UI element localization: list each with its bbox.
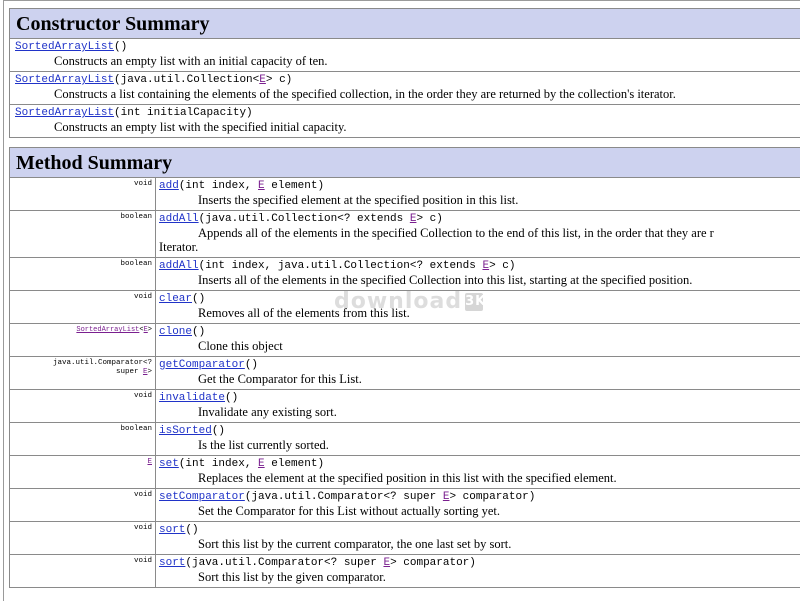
method-link[interactable]: getComparator: [159, 359, 245, 371]
constructor-summary-header: [10, 9, 800, 39]
return-type-text: java.util.Comparator<?: [12, 359, 152, 368]
method-link[interactable]: sort: [159, 557, 185, 569]
constructor-description: Constructs a list containing the elements of the specified collection, in the order they are returned by the collection's iterator.: [15, 87, 800, 101]
return-type: void: [10, 390, 156, 423]
method-params: (): [192, 326, 205, 338]
method-row: [10, 390, 800, 423]
constructor-row: [10, 39, 800, 72]
generic-type-link[interactable]: E: [144, 326, 148, 334]
return-type: void: [10, 522, 156, 555]
generic-type-link[interactable]: E: [258, 458, 265, 470]
method-row: [10, 324, 800, 357]
method-description: Replaces the element at the specified position in this list with the specified element.: [159, 471, 800, 485]
method-description: Appends all of the elements in the specified Collection to the end of this list, in the order that they are r: [159, 226, 800, 240]
method-row: [10, 178, 800, 211]
download-watermark: [334, 289, 483, 314]
return-type: void: [10, 178, 156, 211]
generic-type-link[interactable]: E: [383, 557, 390, 569]
method-link[interactable]: sort: [159, 524, 185, 536]
method-params: (int index,: [179, 458, 258, 470]
generic-type-link[interactable]: E: [143, 368, 148, 376]
return-type-text: >: [148, 326, 152, 334]
method-params: (java.util.Comparator<? super: [245, 491, 443, 503]
method-params: (java.util.Collection<? extends: [199, 213, 410, 225]
method-link[interactable]: set: [159, 458, 179, 470]
method-row: [10, 258, 800, 291]
method-row: [10, 555, 800, 588]
return-type: void: [10, 489, 156, 522]
method-description: Set the Comparator for this List without actually sorting yet.: [159, 504, 800, 518]
method-row: [10, 456, 800, 489]
method-description: Sort this list by the given comparator.: [159, 570, 800, 584]
method-description: Inserts the specified element at the specified position in this list.: [159, 193, 800, 207]
return-type: void: [10, 555, 156, 588]
method-description: Sort this list by the current comparator, the one last set by sort.: [159, 537, 800, 551]
method-row: [10, 522, 800, 555]
method-description: Get the Comparator for this List.: [159, 372, 800, 386]
constructor-params: (java.util.Collection<: [114, 74, 259, 86]
constructor-params: (): [114, 41, 127, 53]
method-row: [10, 423, 800, 456]
method-params: (): [185, 524, 198, 536]
method-link[interactable]: add: [159, 180, 179, 192]
method-link[interactable]: setComparator: [159, 491, 245, 503]
method-summary-title: Method Summary: [16, 150, 800, 176]
constructor-summary-table: [9, 8, 800, 138]
method-params: (java.util.Comparator<? super: [185, 557, 383, 569]
return-type: boolean: [10, 211, 156, 258]
constructor-params: > c): [266, 74, 292, 86]
return-type: [10, 456, 156, 489]
constructor-summary-title: Constructor Summary: [16, 11, 800, 37]
return-type: [10, 324, 156, 357]
method-description: Clone this object: [159, 339, 800, 353]
return-type: [10, 357, 156, 390]
return-type-text: >: [147, 368, 152, 376]
generic-type-link[interactable]: E: [147, 458, 152, 466]
method-link[interactable]: clear: [159, 293, 192, 305]
method-link[interactable]: clone: [159, 326, 192, 338]
generic-type-link[interactable]: E: [259, 74, 266, 86]
method-params: (): [212, 425, 225, 437]
method-description-continued: Iterator.: [159, 240, 800, 254]
generic-type-link[interactable]: E: [482, 260, 489, 272]
return-type-text: <: [139, 326, 143, 334]
method-params: (int index,: [179, 180, 258, 192]
return-type-link[interactable]: SortedArrayList: [76, 326, 139, 334]
method-description: Removes all of the elements from this list.: [159, 306, 800, 320]
method-link[interactable]: invalidate: [159, 392, 225, 404]
method-link[interactable]: addAll: [159, 260, 199, 272]
constructor-link[interactable]: SortedArrayList: [15, 41, 114, 53]
method-summary-header: [10, 148, 800, 178]
generic-type-link[interactable]: E: [410, 213, 417, 225]
constructor-link[interactable]: SortedArrayList: [15, 74, 114, 86]
method-row: [10, 357, 800, 390]
method-params: > comparator): [390, 557, 476, 569]
method-params: (): [192, 293, 205, 305]
constructor-row: [10, 72, 800, 105]
generic-type-link[interactable]: E: [443, 491, 450, 503]
method-params: element): [265, 180, 324, 192]
constructor-description: Constructs an empty list with an initial capacity of ten.: [15, 54, 800, 68]
method-summary-table: [9, 147, 800, 588]
return-type-text: super: [116, 368, 143, 376]
method-params: element): [265, 458, 324, 470]
method-params: (): [225, 392, 238, 404]
method-row: [10, 211, 800, 258]
generic-type-link[interactable]: E: [258, 180, 265, 192]
constructor-params: (int initialCapacity): [114, 107, 253, 119]
method-row: [10, 489, 800, 522]
watermark-badge-icon: 3K: [465, 293, 483, 311]
method-params: > c): [489, 260, 515, 272]
method-params: (int index, java.util.Collection<? extends: [199, 260, 483, 272]
method-params: > comparator): [449, 491, 535, 503]
method-description: Inserts all of the elements in the specified Collection into this list, starting at the specified position.: [159, 273, 800, 287]
constructor-description: Constructs an empty list with the specified initial capacity.: [15, 120, 800, 134]
method-description: Is the list currently sorted.: [159, 438, 800, 452]
method-link[interactable]: addAll: [159, 213, 199, 225]
method-link[interactable]: isSorted: [159, 425, 212, 437]
method-params: (): [245, 359, 258, 371]
return-type: boolean: [10, 258, 156, 291]
constructor-link[interactable]: SortedArrayList: [15, 107, 114, 119]
method-description: Invalidate any existing sort.: [159, 405, 800, 419]
return-type: boolean: [10, 423, 156, 456]
method-params: > c): [416, 213, 442, 225]
return-type: void: [10, 291, 156, 324]
constructor-row: [10, 105, 800, 138]
watermark-text: download: [334, 289, 462, 314]
